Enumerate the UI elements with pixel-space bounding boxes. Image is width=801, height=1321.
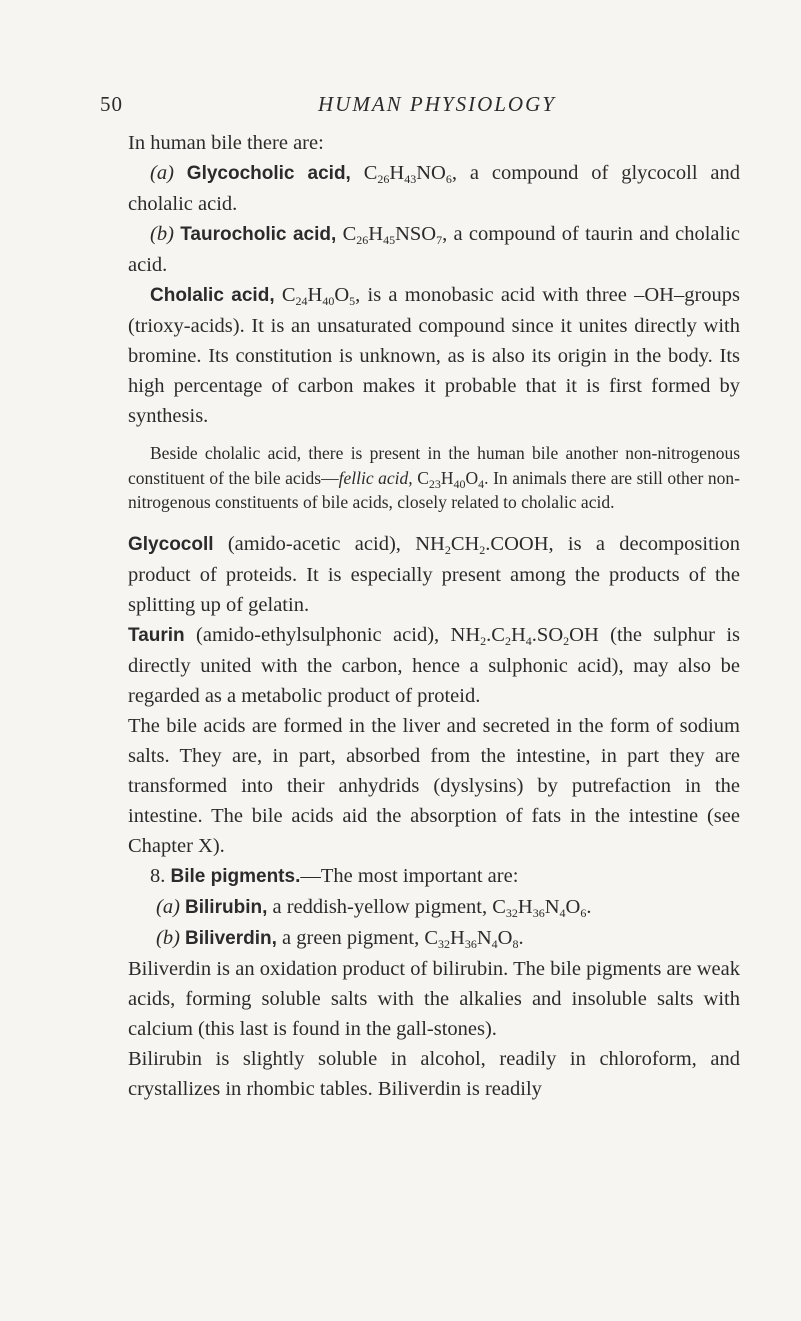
term-glycocoll: Glycocoll [128,533,214,555]
term-bilirubin: Bilirubin, [185,896,268,918]
term-cholalic: Cholalic acid, [150,285,275,306]
paragraph-solubility: Bilirubin is slightly soluble in alcohol, readily in chloroform, and crystallizes in rhombic tables. Biliverdin is readily [128,1047,740,1100]
paragraph-taurocholic: (b) Taurocholic acid, $C_{26}H_{45}NSO_7$, a compound of taurin and cholalic acid. [128,223,741,276]
term-taurocholic: Taurocholic acid, [180,224,337,245]
body-text [128,128,740,1104]
running-head: HUMAN PHYSIOLOGY [318,92,556,116]
term-biliverdin: Biliverdin, [185,927,277,949]
paragraph-bile-acids: The bile acids are formed in the liver and secreted in the form of sodium salts. They are, in part, absorbed from the intestine, in part they are transformed into their anhydrids (dyslysins) by putrefaction in the intestine. The bile acids aid the absorption of fats in the intestine (see Chapter X). [128,714,740,857]
term-glycocholic: Glycocholic acid, [186,163,351,184]
paragraph-biliverdin: (b) Biliverdin, a green pigment, $C_{32}H_{36}N_4O_8$. [156,926,524,951]
paragraph-taurin: Taurin (amido-ethylsulphonic acid), $NH_2.C_2H_4.SO_2OH$ (the sulphur is directly united with the carbon, hence a sulphonic acid), may also be regarded as a metabolic product of proteid. [128,623,740,707]
page-number: 50 [100,92,123,116]
term-taurin: Taurin [128,624,185,646]
paragraph-bilirubin: (a) Bilirubin, a reddish-yellow pigment, $C_{32}H_{36}N_4O_6$. [156,895,592,920]
paragraph-fellic: Beside cholalic acid, there is present in the human bile another non-nitrogenous constituent of the bile acids—fellic acid, $C_{23}H_{40}O_4$. In animals there are still other non-nitrogenous constituents of bile acids, closely related to cholalic acid. [128,443,740,512]
term-bile-pigments: Bile pigments. [170,865,301,887]
paragraph-intro: In human bile there are: [128,132,324,154]
page-header [100,92,720,122]
paragraph-bile-pigments: 8. Bile pigments.—The most important are: [150,864,519,887]
paragraph-glycocholic: (a) Glycocholic acid, $C_{26}H_{43}NO_6$, a compound of glycocoll and cholalic acid. [128,162,741,215]
paragraph-glycocoll: Glycocoll (amido-acetic acid), $NH_2CH_2.COOH$, is a decomposition product of proteids. It is especially present among the products of the splitting up of gelatin. [128,532,740,616]
paragraph-oxidation: Biliverdin is an oxidation product of bilirubin. The bile pigments are weak acids, forming soluble salts with the alkalies and insoluble salts with calcium (this last is found in the gall-stones). [128,957,740,1040]
paragraph-cholalic: Cholalic acid, $C_{24}H_{40}O_5$, is a monobasic acid with three –OH–groups (trioxy-acids). It is an unsaturated compound since it unites directly with bromine. Its constitution is unknown, as is also its origin in the body. Its high percentage of carbon makes it probable that it is first formed by synthesis. [128,284,741,427]
